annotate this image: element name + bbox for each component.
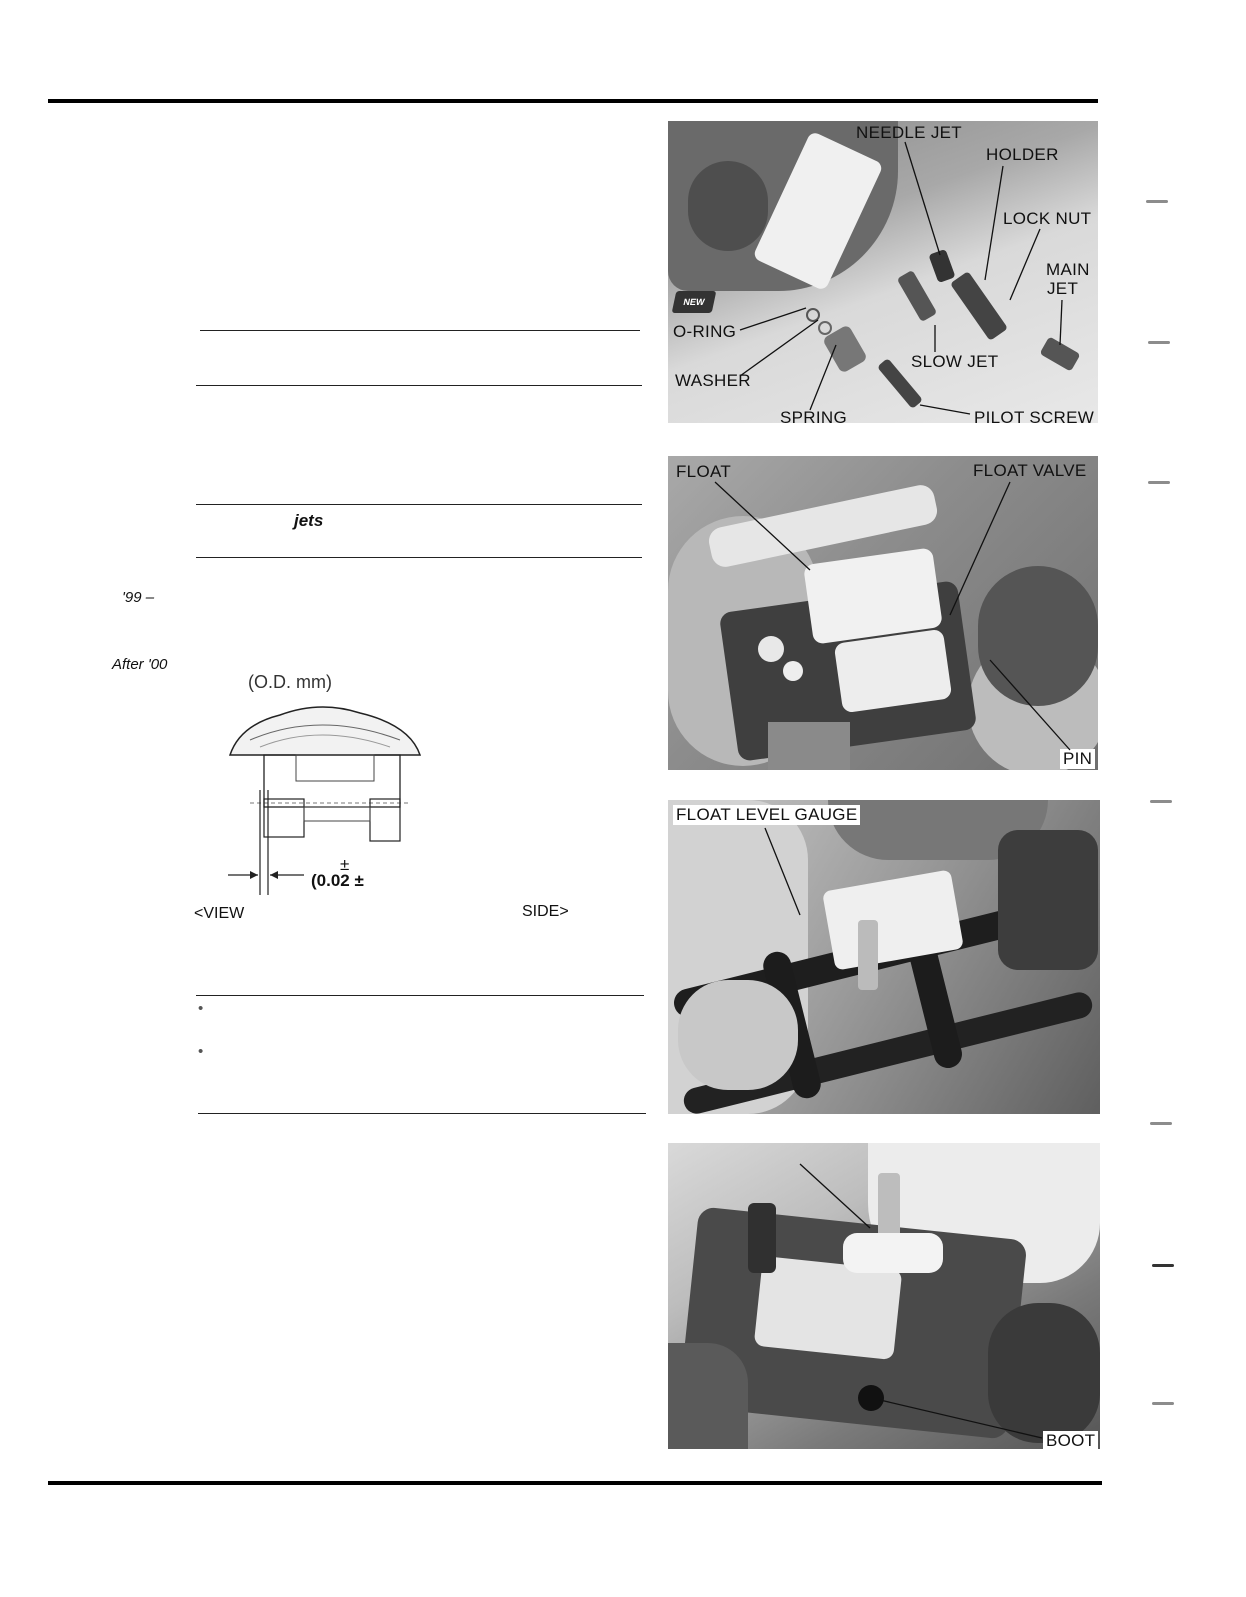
label-float: FLOAT — [676, 462, 732, 481]
bullet-1: • — [198, 1000, 204, 1017]
new-badge-text: NEW — [682, 297, 706, 307]
label-spring: SPRING — [780, 408, 847, 427]
label-lock-nut: LOCK NUT — [1003, 209, 1092, 228]
section-tab-mark — [1148, 481, 1170, 484]
label-pilot-screw: PILOT SCREW — [974, 408, 1095, 427]
label-main-jet-line-1: MAIN — [1046, 260, 1090, 279]
section-tab-mark — [1146, 200, 1168, 203]
view-label-left: <VIEW — [194, 905, 245, 922]
label-boot: BOOT — [1043, 1431, 1098, 1451]
view-label-right: SIDE> — [522, 903, 569, 920]
section-tab-mark — [1152, 1264, 1174, 1267]
label-washer: WASHER — [675, 371, 751, 390]
model-years-label-1: '99 – — [122, 589, 155, 606]
label-float-level-gauge: FLOAT LEVEL GAUGE — [673, 805, 860, 825]
label-needle-jet: NEEDLE JET — [856, 123, 962, 142]
model-years-label-2: After '00 — [112, 656, 168, 673]
section-tab-mark — [1148, 341, 1170, 344]
section-tab-mark — [1150, 800, 1172, 803]
label-main-jet-line-2: JET — [1047, 279, 1079, 298]
label-o-ring: O-RING — [673, 322, 737, 341]
label-slow-jet: SLOW JET — [911, 352, 999, 371]
section-tab-mark — [1152, 1402, 1174, 1405]
label-float-valve: FLOAT VALVE — [973, 461, 1087, 480]
tolerance-value: (0.02 ± — [311, 871, 364, 890]
plus-minus-sign: ± — [340, 855, 350, 874]
label-pin: PIN — [1060, 749, 1095, 769]
section-tab-mark — [1150, 1122, 1172, 1125]
jets-word: jets — [294, 511, 324, 530]
label-holder: HOLDER — [986, 145, 1059, 164]
bullet-2: • — [198, 1043, 204, 1060]
od-caption: (O.D. mm) — [248, 672, 332, 692]
